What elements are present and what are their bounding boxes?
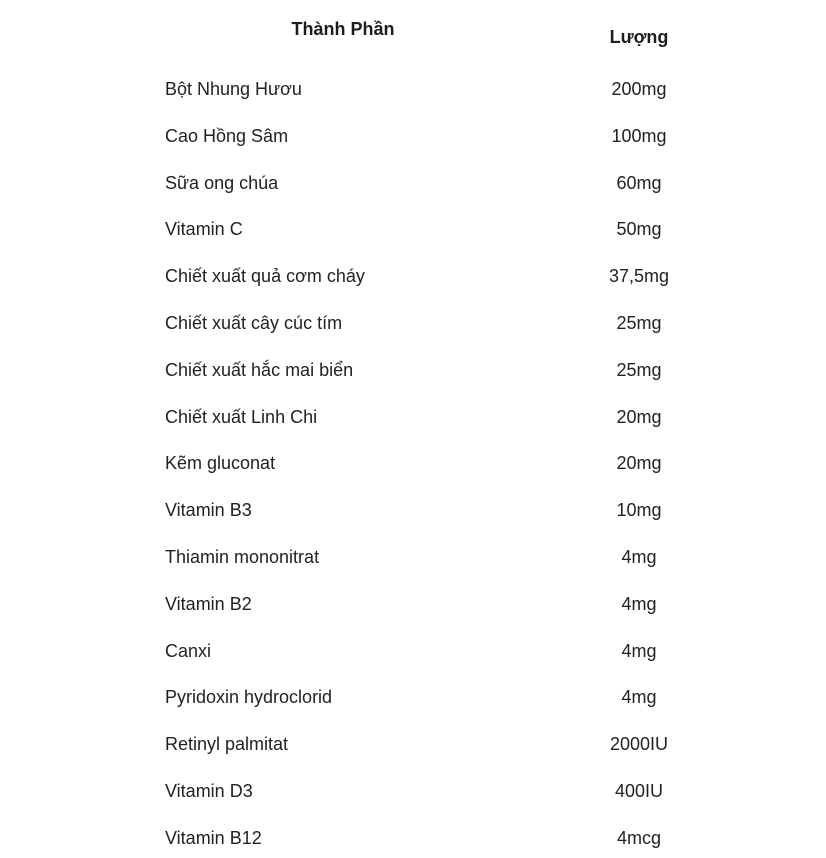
amount-cell: 2000IU xyxy=(609,734,669,755)
amount-cell: 25mg xyxy=(616,359,662,380)
table-row xyxy=(0,79,826,103)
ingredient-cell: Kẽm gluconat xyxy=(165,453,276,474)
ingredient-cell: Chiết xuất quả cơm cháy xyxy=(165,266,365,287)
ingredient-cell: Retinyl palmitat xyxy=(165,734,289,755)
table-row xyxy=(0,687,826,711)
table-row xyxy=(0,828,826,852)
ingredient-cell: Chiết xuất Linh Chi xyxy=(165,406,318,427)
table-row xyxy=(0,126,826,150)
table-row xyxy=(0,547,826,571)
ingredient-cell: Vitamin B2 xyxy=(165,593,252,614)
ingredient-cell: Sữa ong chúa xyxy=(165,172,279,193)
amount-cell: 400IU xyxy=(614,781,664,801)
ingredient-cell: Vitamin B3 xyxy=(165,500,252,521)
table-row xyxy=(0,453,826,477)
ingredient-cell: Thiamin mononitrat xyxy=(165,547,320,567)
table-row xyxy=(0,734,826,758)
amount-cell: 60mg xyxy=(616,172,662,193)
amount-cell: 200mg xyxy=(611,79,667,99)
ingredient-cell: Chiết xuất cây cúc tím xyxy=(165,313,343,333)
amount-cell: 4mg xyxy=(621,640,657,661)
header-ingredient: Thành Phần xyxy=(291,19,395,39)
table-row xyxy=(0,219,826,243)
amount-cell: 37,5mg xyxy=(608,266,670,287)
table-row xyxy=(0,407,826,431)
ingredient-cell: Vitamin B12 xyxy=(165,827,262,848)
amount-cell: 100mg xyxy=(611,125,667,146)
ingredient-cell: Pyridoxin hydroclorid xyxy=(165,687,333,708)
ingredient-cell: Chiết xuất hắc mai biển xyxy=(165,359,354,380)
amount-cell: 10mg xyxy=(616,500,662,521)
ingredient-cell: Bột Nhung Hươu xyxy=(165,79,302,99)
amount-cell: 4mg xyxy=(621,593,657,614)
table-row xyxy=(0,173,826,197)
amount-cell: 25mg xyxy=(616,313,662,333)
ingredient-cell: Vitamin D3 xyxy=(165,781,253,801)
amount-cell: 20mg xyxy=(616,453,662,474)
table-row xyxy=(0,313,826,337)
ingredient-cell: Vitamin C xyxy=(165,219,243,240)
table-row xyxy=(0,500,826,524)
table-row xyxy=(0,360,826,384)
table-row xyxy=(0,594,826,618)
amount-cell: 4mg xyxy=(621,687,657,708)
table-row xyxy=(0,781,826,805)
ingredient-cell: Cao Hồng Sâm xyxy=(165,125,289,146)
amount-cell: 20mg xyxy=(616,406,662,427)
table-row xyxy=(0,266,826,290)
table-row xyxy=(0,641,826,665)
amount-cell: 4mg xyxy=(621,547,657,567)
amount-cell: 50mg xyxy=(616,219,662,240)
ingredient-cell: Canxi xyxy=(165,640,212,661)
header-amount: Lượng xyxy=(609,27,669,47)
amount-cell: 4mcg xyxy=(616,827,662,848)
